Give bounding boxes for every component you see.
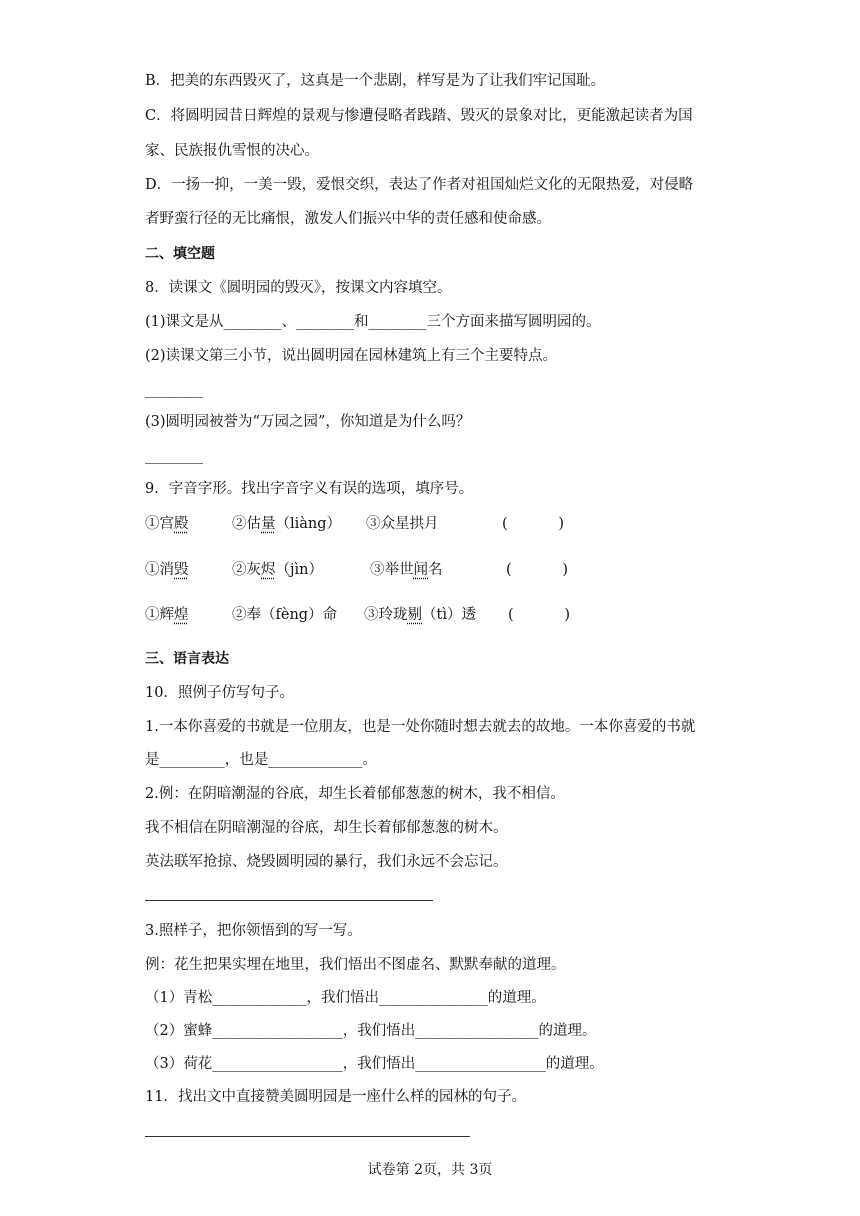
q9-row2-item1: ①消毁 — [145, 562, 189, 578]
q9-row1-item2: ②估量（liàng） — [232, 516, 342, 532]
q10-s2-answer-line[interactable] — [145, 900, 433, 901]
q10-s2-prompt: 英法联军抢掠、烧毁圆明园的暴行，我们永远不会忘记。 — [145, 854, 508, 870]
section-language-title: 三、语言表达 — [145, 651, 229, 667]
q9-row3-item1: ①辉煌 — [145, 607, 189, 623]
q9-row1-item1: ①宫殿 — [145, 516, 189, 532]
q8-part3-answer-blank[interactable]: ________ — [145, 448, 203, 464]
q8-part1: (1)课文是从________、________和________三个方面来描写圆明园的。 — [145, 314, 601, 330]
q7-option-b: B．把美的东西毁灭了，这真是一个悲剧，样写是为了让我们牢记国耻。 — [145, 73, 606, 89]
q9-row2-item3: ③举世闻名 — [370, 562, 443, 578]
q8-stem: 8．读课文《圆明园的毁灭》，按课文内容填空。 — [145, 280, 452, 296]
q10-s2-rewrite: 我不相信在阴暗潮湿的谷底，却生长着郁郁葱葱的树木。 — [145, 820, 508, 836]
q7-option-c-line2: 家、民族报仇雪恨的决心。 — [145, 143, 319, 159]
page-footer: 试卷第 2页，共 3页 — [367, 1162, 493, 1178]
q10-s3-example: 例：花生把果实埋在地里，我们悟出不图虚名、默默奉献的道理。 — [145, 957, 566, 973]
q8-part3: (3)圆明园被誉为“万园之园”，你知道是为什么吗？ — [145, 414, 471, 430]
q10-s3-item1: （1）青松_____________，我们悟出_______________的道理。 — [145, 990, 546, 1006]
q7-option-c-line1: C．将圆明园昔日辉煌的景观与惨遭侵略者践踏、毁灭的景象对比，更能激起读者为国 — [145, 108, 693, 124]
q10-s3-title: 3.照样子，把你领悟到的写一写。 — [145, 923, 362, 939]
q10-s2-example: 2.例：在阴暗潮湿的谷底，却生长着郁郁葱葱的树木，我不相信。 — [145, 786, 565, 802]
q9-row3-answer-paren[interactable]: ( ) — [508, 607, 571, 623]
q9-row3-item3: ③玲珑剔（tì）透 — [364, 607, 476, 623]
q9-row1-item3: ③众星拱月 — [366, 516, 439, 532]
q9-row1-answer-paren[interactable]: ( ) — [502, 516, 565, 532]
section-fill-blank-title: 二、填空题 — [145, 246, 215, 262]
q10-stem: 10．照例子仿写句子。 — [145, 685, 294, 701]
q9-row2-item2: ②灰烬（jìn） — [232, 562, 323, 578]
q10-s1-line1: 1.一本你喜爱的书就是一位朋友，也是一处你随时想去就去的故地。一本你喜爱的书就 — [145, 719, 696, 735]
q9-row3-item2: ②奉（fèng）命 — [232, 607, 338, 623]
q10-s3-item3: （3）荷花__________________，我们悟出__________________的道理。 — [145, 1056, 604, 1072]
q10-s1-line2: 是_________，也是_____________。 — [145, 752, 377, 768]
q11-answer-line[interactable] — [145, 1136, 470, 1137]
q7-option-d-line2: 者野蛮行径的无比痛恨，激发人们振兴中华的责任感和使命感。 — [145, 211, 551, 227]
q11-stem: 11．找出文中直接赞美圆明园是一座什么样的园林的句子。 — [145, 1089, 526, 1105]
q8-part2-answer-blank[interactable]: ________ — [145, 382, 203, 398]
q7-option-d-line1: D．一扬一抑，一美一毁，爱恨交织，表达了作者对祖国灿烂文化的无限热爱，对侵略 — [145, 177, 694, 193]
q9-row2-answer-paren[interactable]: ( ) — [506, 562, 569, 578]
q10-s3-item2: （2）蜜蜂__________________，我们悟出_________________的道理。 — [145, 1023, 597, 1039]
q8-part2: (2)读课文第三小节，说出圆明园在园林建筑上有三个主要特点。 — [145, 348, 558, 364]
q9-stem: 9．字音字形。找出字音字义有误的选项，填序号。 — [145, 481, 474, 497]
